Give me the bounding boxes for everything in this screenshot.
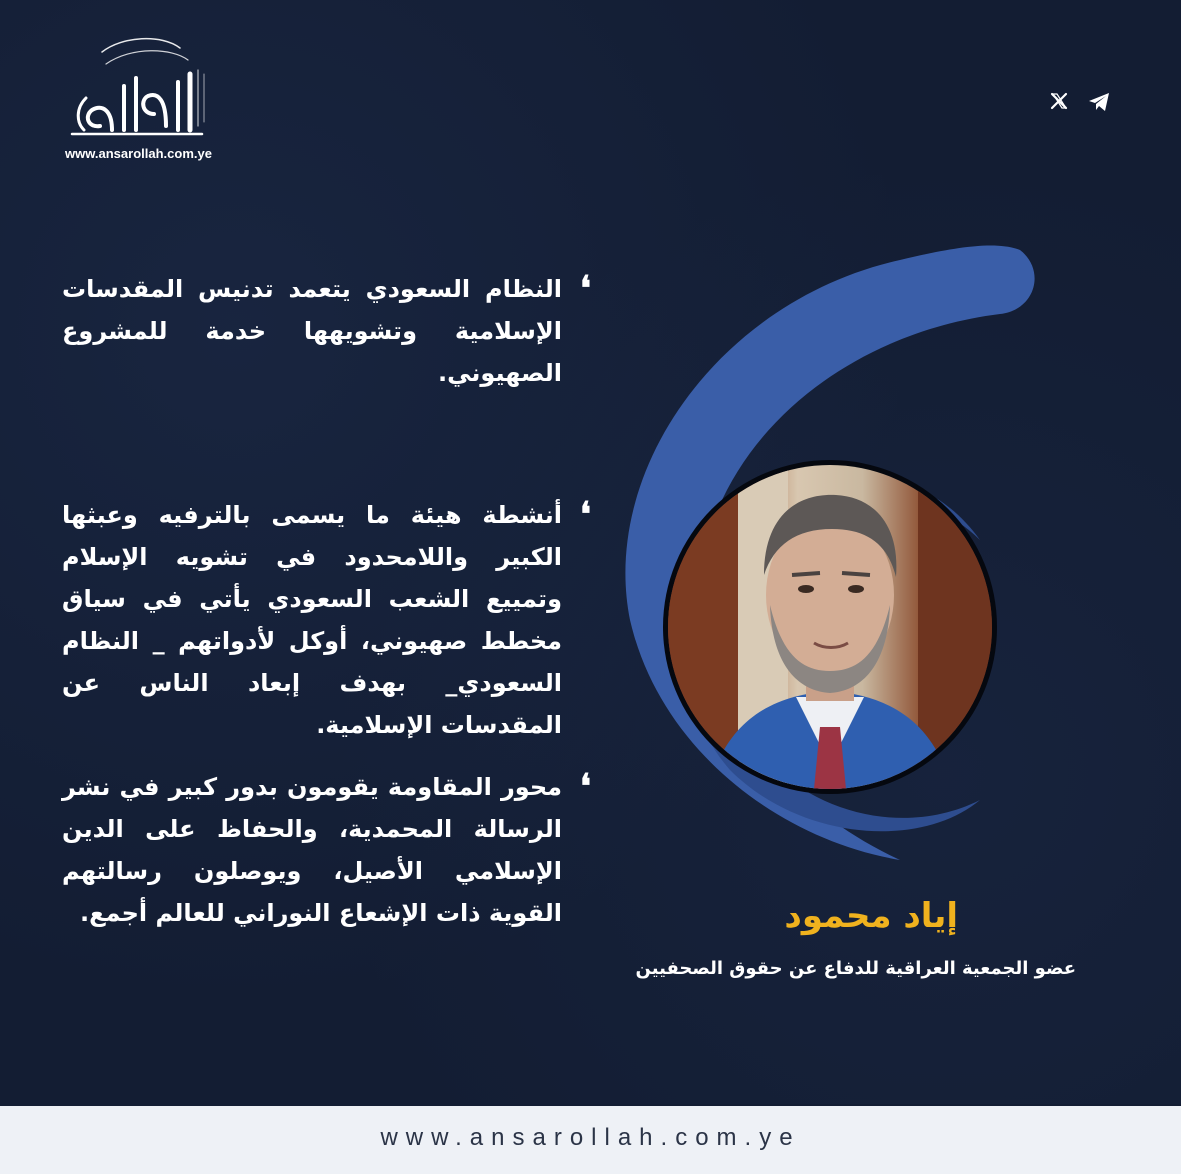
person-title: عضو الجمعية العراقية للدفاع عن حقوق الصحفيين <box>635 958 1076 979</box>
calligraphy-logo-icon <box>62 30 212 142</box>
footer-bar <box>0 1106 1181 1174</box>
site-logo[interactable] <box>56 30 221 170</box>
quote-item <box>62 494 602 746</box>
social-links <box>1050 92 1110 114</box>
telegram-icon[interactable] <box>1088 92 1110 114</box>
footer-url[interactable]: www.ansarollah.com.ye <box>380 1124 801 1151</box>
quote-text: محور المقاومة يقومون بدور كبير في نشر الرسالة المحمدية، والحفاظ على الدين الإسلامي الأصيل، ويوصلون رسالتهم القوية ذات الإشعاع النوراني للعالم أجمع. <box>62 773 562 927</box>
person-photo <box>668 465 992 789</box>
quote-mark-icon: ❛ <box>580 495 591 535</box>
quote-mark-icon: ❛ <box>580 269 591 309</box>
person-name: إياد محمود <box>784 896 958 936</box>
portrait-frame <box>663 460 997 794</box>
logo-url-text: www.ansarollah.com.ye <box>65 146 212 161</box>
quote-text: النظام السعودي يتعمد تدنيس المقدسات الإسلامية وتشويهها خدمة للمشروع الصهيوني. <box>62 275 562 387</box>
quote-mark-icon: ❛ <box>580 767 591 807</box>
x-icon[interactable] <box>1050 92 1072 114</box>
quote-item <box>62 766 602 934</box>
quote-text: أنشطة هيئة ما يسمى بالترفيه وعبثها الكبير واللامحدود في تشويه الإسلام وتمييع الشعب السعودي يأتي في سياق مخطط صهيوني، أوكل لأدواتهم _ النظام السعودي_ بهدف إبعاد الناس عن المقدسات الإسلامية. <box>62 501 562 739</box>
quote-item <box>62 268 602 394</box>
